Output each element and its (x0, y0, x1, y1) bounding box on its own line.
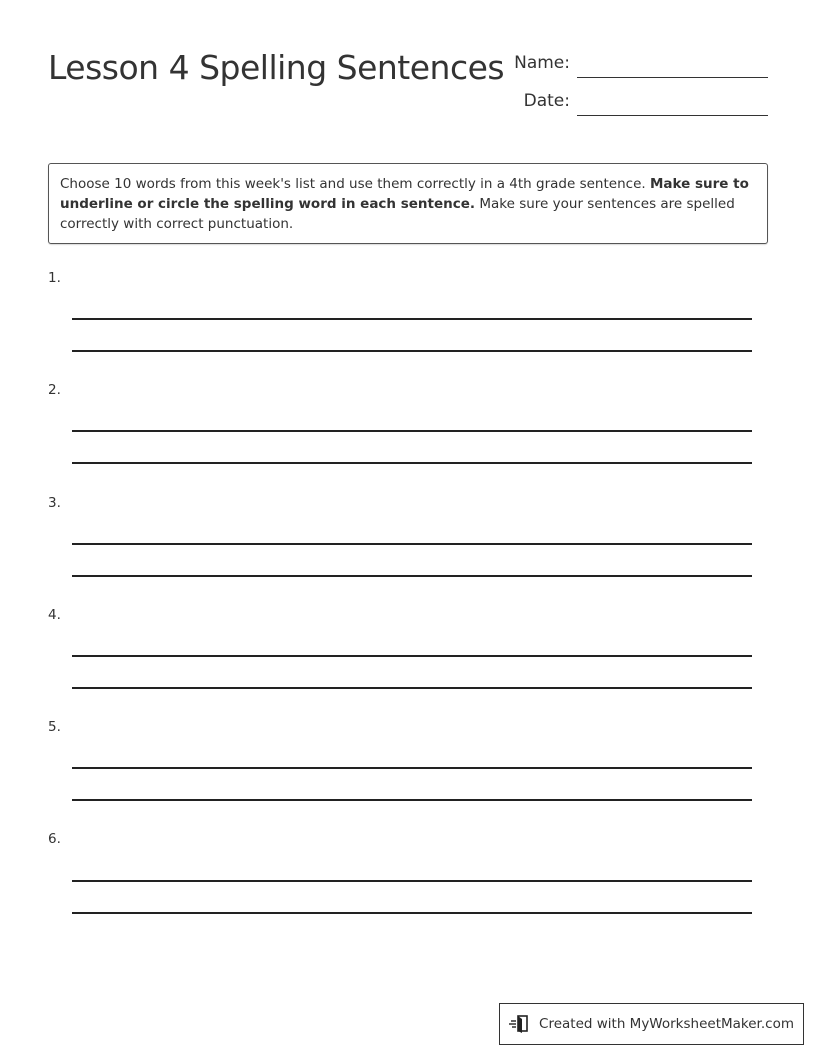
answer-line[interactable] (72, 430, 752, 432)
instructions-bold-text: Make sure to underline or circle the spelling word in each sentence. (60, 176, 749, 212)
footer-text: Created with MyWorksheetMaker.com (539, 1016, 794, 1032)
answer-line[interactable] (72, 318, 752, 320)
instructions-text-1: Choose 10 words from this week's list and use them correctly in a 4th grade sentence. (60, 176, 650, 192)
answer-line[interactable] (72, 687, 752, 689)
question-number: 3. (48, 495, 61, 511)
instructions-text-2: Make sure your sentences are spelled correctly with correct punctuation. (60, 196, 735, 232)
question-number: 6. (48, 831, 61, 847)
question-number: 1. (48, 270, 61, 286)
answer-line[interactable] (72, 799, 752, 801)
answer-line[interactable] (72, 543, 752, 545)
date-label: Date: (523, 91, 570, 111)
answer-line[interactable] (72, 575, 752, 577)
name-label: Name: (514, 53, 570, 73)
date-field (496, 91, 768, 115)
answer-line[interactable] (72, 912, 752, 914)
name-field (496, 53, 768, 77)
page-title: Lesson 4 Spelling Sentences (48, 48, 505, 87)
date-input-line[interactable] (577, 115, 768, 116)
instructions-box (48, 163, 768, 244)
worksheet-maker-logo-icon (509, 1013, 531, 1035)
name-input-line[interactable] (577, 77, 768, 78)
answer-line[interactable] (72, 350, 752, 352)
answer-line[interactable] (72, 655, 752, 657)
question-number: 2. (48, 382, 61, 398)
answer-line[interactable] (72, 880, 752, 882)
answer-line[interactable] (72, 767, 752, 769)
footer-credit[interactable] (499, 1003, 804, 1045)
question-number: 4. (48, 607, 61, 623)
answer-line[interactable] (72, 462, 752, 464)
question-number: 5. (48, 719, 61, 735)
